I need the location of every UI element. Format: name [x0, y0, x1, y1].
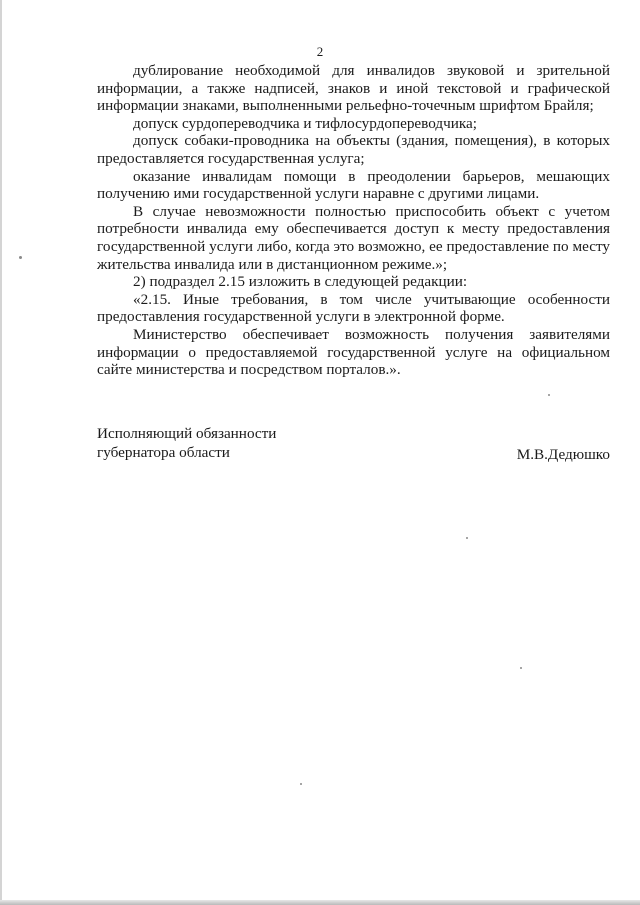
scan-bottom-edge — [0, 900, 640, 905]
scan-left-edge — [0, 0, 2, 905]
scan-speck — [19, 256, 22, 259]
signatory-title — [97, 424, 276, 462]
paragraph-guide-dog: допуск собаки-проводника на объекты (здания, помещения), в которых предоставляется государственная услуга; — [97, 132, 610, 167]
paragraph-ministry-info: Министерство обеспечивает возможность получения заявителями информации о предоставляемой государственной услуге на официальном сайте министерства и посредством порталов.». — [97, 325, 610, 379]
paragraph-braille-duplication: дублирование необходимой для инвалидов звуковой и зрительной информации, а также надписей, знаков и иной текстовой и графической информации знаками, выполненными рельефно-точечным шрифтом Брайля; — [97, 62, 610, 115]
scan-speck — [548, 394, 550, 396]
paragraph-barrier-assistance: оказание инвалидам помощи в преодолении барьеров, мешающих получению ими государственной услуги наравне с другими лицами. — [97, 167, 610, 203]
signatory-title-line-2: губернатора области — [97, 444, 230, 461]
document-body — [97, 62, 610, 379]
paragraph-sign-interpreter: допуск сурдопереводчика и тифлосурдопереводчика; — [133, 114, 477, 132]
scan-speck — [466, 537, 468, 539]
paragraph-access-alternative: В случае невозможности полностью приспособить объект с учетом потребности инвалида ему обеспечивается доступ к месту предоставления государственной услуги либо, когда это возможно, ее предоставление по месту жительства инвалида или в дистанционном режиме.»; — [97, 202, 610, 273]
page-number: 2 — [316, 44, 324, 59]
signatory-name: М.В.Дедюшко — [516, 446, 610, 463]
signatory-title-line-1: Исполняющий обязанности — [97, 425, 277, 442]
scan-speck — [520, 667, 522, 669]
paragraph-section-2-15: «2.15. Иные требования, в том числе учитывающие особенности предоставления государственной услуги в электронной форме. — [97, 290, 610, 326]
paragraph-amendment-2-15: 2) подраздел 2.15 изложить в следующей редакции: — [133, 273, 468, 291]
scan-speck — [300, 783, 302, 785]
